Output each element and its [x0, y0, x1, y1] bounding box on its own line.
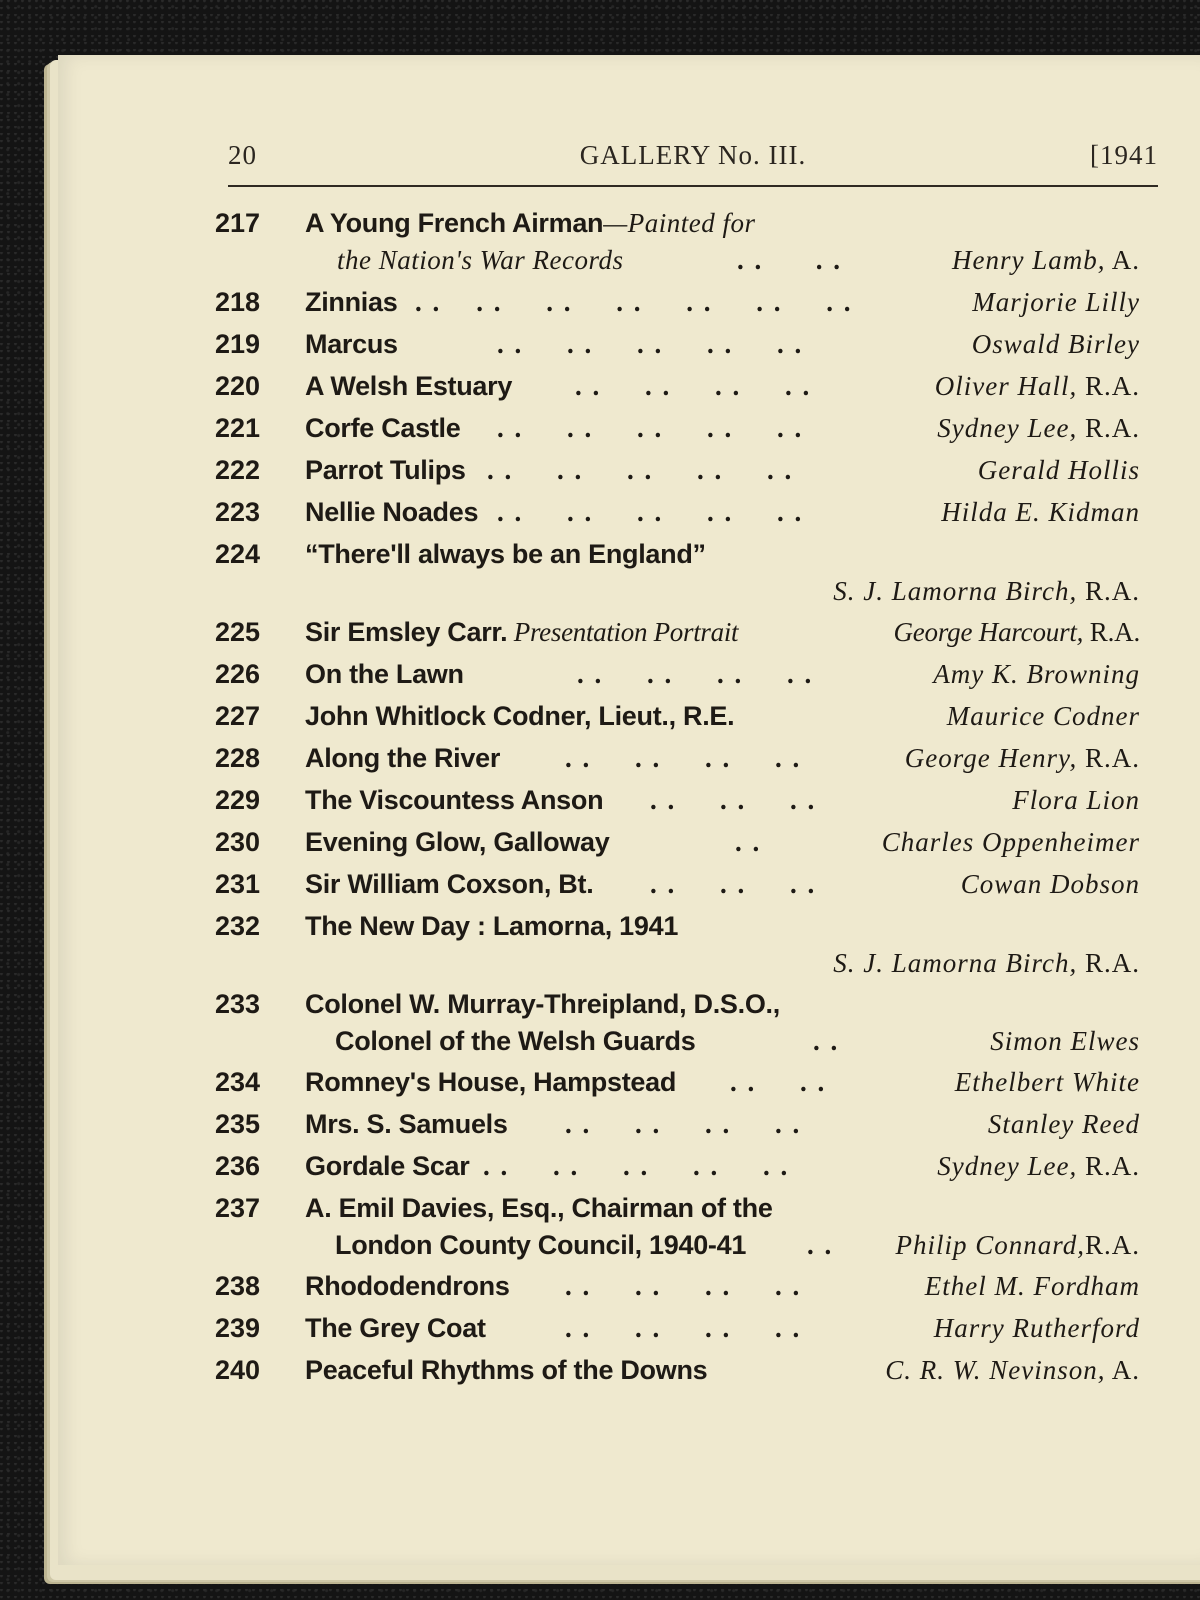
- entry-title: [305, 208, 755, 239]
- entry-number: 224: [215, 539, 261, 569]
- entry-title: On the Lawn: [305, 659, 464, 689]
- entry-title: A. Emil Davies, Esq., Chairman of the: [305, 1193, 773, 1223]
- artist-name: Ethel M. Fordham: [924, 1271, 1140, 1301]
- dot-leader: . . . . . . . .: [565, 1271, 802, 1301]
- entry-artist: [972, 287, 1140, 318]
- entry-number: 227: [215, 701, 261, 731]
- header-rule: [228, 185, 1158, 187]
- artist-name: Maurice Codner: [946, 701, 1140, 731]
- artist-name: Hilda E. Kidman: [941, 497, 1140, 527]
- entry-number: 226: [215, 659, 261, 689]
- entry-number: 236: [215, 1151, 261, 1181]
- entry-number: 231: [215, 869, 261, 899]
- entry-number: 239: [215, 1313, 261, 1343]
- dot-leader: . . . . . . . . . .: [487, 455, 794, 485]
- dot-leader: . .: [735, 827, 762, 857]
- artist-honour: R.A.: [1084, 1230, 1140, 1260]
- catalogue-entry: [215, 743, 1160, 783]
- dot-leader: . . . . . .: [650, 869, 817, 899]
- artist-name: Oliver Hall,: [934, 371, 1078, 401]
- entry-title-suffix: Presentation Portrait: [507, 617, 739, 647]
- entry-title: The New Day : Lamorna, 1941: [305, 911, 679, 941]
- catalogue-entry: [215, 785, 1160, 825]
- dot-leader: . . . . . . . .: [577, 659, 814, 689]
- artist-name: Charles Oppenheimer: [881, 827, 1140, 857]
- artist-name: George Henry,: [904, 743, 1078, 773]
- dot-leader: . . . . . . . . . .: [497, 329, 804, 359]
- catalogue-entry: [215, 989, 1160, 1029]
- entry-number: 220: [215, 371, 261, 401]
- entry-title: A Welsh Estuary: [305, 371, 513, 401]
- entry-artist: [990, 1026, 1140, 1057]
- dot-leader: . . . . . . . . . .: [483, 1151, 790, 1181]
- entry-title-text: Sir Emsley Carr.: [305, 617, 508, 647]
- catalogue-entry-continued: [215, 1026, 1160, 1066]
- entry-title: Peaceful Rhythms of the Downs: [305, 1355, 708, 1385]
- entry-artist: [885, 1355, 1140, 1386]
- entry-number: 232: [215, 911, 261, 941]
- entry-title: Along the River: [305, 743, 501, 773]
- artist-honour: A.: [1105, 1355, 1140, 1385]
- entry-title: Gordale Scar: [305, 1151, 470, 1181]
- dot-leader: . .: [813, 1026, 840, 1056]
- artist-honour: A.: [1105, 245, 1140, 275]
- entry-number: 225: [215, 617, 261, 647]
- entry-number: 217: [215, 208, 261, 238]
- entry-artist: [937, 1151, 1140, 1182]
- entry-artist: [833, 576, 1140, 607]
- entry-title: “There'll always be an England”: [305, 539, 706, 569]
- entry-number: 229: [215, 785, 261, 815]
- artist-name: Sydney Lee,: [937, 1151, 1078, 1181]
- artist-name: Ethelbert White: [954, 1067, 1140, 1097]
- artist-name: Gerald Hollis: [977, 455, 1140, 485]
- catalogue-entry-continued: [215, 948, 1160, 988]
- catalogue-entry: [215, 617, 1160, 657]
- artist-name: Henry Lamb,: [951, 245, 1106, 275]
- entry-number: 240: [215, 1355, 261, 1385]
- artist-name: Amy K. Browning: [933, 659, 1140, 689]
- catalogue-entry: [215, 539, 1160, 579]
- artist-name: C. R. W. Nevinson,: [885, 1355, 1106, 1385]
- entry-title: Sir William Coxson, Bt.: [305, 869, 594, 899]
- dot-leader: . . . . . . . . . .: [497, 497, 804, 527]
- catalogue-entry: [215, 497, 1160, 537]
- catalogue-entry: [215, 329, 1160, 369]
- entry-title: Corfe Castle: [305, 413, 461, 443]
- entry-number: 237: [215, 1193, 261, 1223]
- catalogue-entry-continued: [215, 1230, 1160, 1270]
- artist-honour: R.A.: [1083, 617, 1140, 647]
- catalogue-entry: [215, 287, 1160, 327]
- entry-title-line2: the Nation's War Records: [337, 245, 624, 275]
- entry-number: 218: [215, 287, 261, 317]
- catalogue-entry: [215, 1151, 1160, 1191]
- catalogue-entry-continued: [215, 245, 1160, 285]
- entry-artist: [952, 245, 1140, 276]
- entry-title-line2: Colonel of the Welsh Guards: [335, 1026, 696, 1056]
- entry-artist: [972, 329, 1140, 360]
- dot-leader: . . . . . . . .: [565, 1313, 802, 1343]
- catalogue-entry: [215, 455, 1160, 495]
- catalogue-year: [1941: [1090, 140, 1158, 170]
- catalogue-entry: [215, 1313, 1160, 1353]
- entry-artist: [833, 948, 1140, 979]
- entry-number: 228: [215, 743, 261, 773]
- entry-number: 238: [215, 1271, 261, 1301]
- page-header: [228, 140, 1158, 180]
- entry-artist: [988, 1109, 1140, 1140]
- artist-honour: R.A.: [1077, 743, 1140, 773]
- artist-name: George Harcourt,: [893, 617, 1084, 647]
- catalogue-entry: [215, 1271, 1160, 1311]
- entry-title: Mrs. S. Samuels: [305, 1109, 508, 1139]
- dot-leader: . . . .: [730, 1067, 827, 1097]
- entry-title: The Viscountess Anson: [305, 785, 604, 815]
- entry-number: 221: [215, 413, 261, 443]
- entry-artist: [895, 1230, 1140, 1261]
- catalogue-entry: [215, 208, 1160, 248]
- catalogue-entry: [215, 1355, 1160, 1395]
- entry-artist: [882, 827, 1140, 858]
- entry-title: Parrot Tulips: [305, 455, 466, 485]
- artist-name: Stanley Reed: [987, 1109, 1140, 1139]
- entry-number: 230: [215, 827, 261, 857]
- artist-honour: R.A.: [1077, 948, 1140, 978]
- catalogue-entry: [215, 1109, 1160, 1149]
- entry-artist: [937, 413, 1140, 444]
- entry-title: Rhododendrons: [305, 1271, 510, 1301]
- artist-name: Cowan Dobson: [960, 869, 1140, 899]
- entry-artist: [905, 743, 1140, 774]
- entry-artist: [893, 617, 1140, 648]
- dot-leader: . .: [807, 1230, 834, 1260]
- artist-name: S. J. Lamorna Birch,: [833, 948, 1078, 978]
- artist-honour: R.A.: [1077, 576, 1140, 606]
- dot-leader: . . . . . .: [650, 785, 817, 815]
- artist-name: Flora Lion: [1012, 785, 1140, 815]
- catalogue-entry: [215, 371, 1160, 411]
- artist-name: S. J. Lamorna Birch,: [833, 576, 1078, 606]
- catalogue-entry: [215, 659, 1160, 699]
- entry-number: 233: [215, 989, 261, 1019]
- catalogue-entry: [215, 911, 1160, 951]
- entry-artist: [934, 1313, 1140, 1344]
- entry-title: The Grey Coat: [305, 1313, 486, 1343]
- entry-title: Evening Glow, Galloway: [305, 827, 610, 857]
- catalogue-entry: [215, 869, 1160, 909]
- artist-honour: R.A.: [1077, 1151, 1140, 1181]
- entry-number: 219: [215, 329, 261, 359]
- entry-title: [305, 617, 738, 648]
- artist-name: Harry Rutherford: [933, 1313, 1140, 1343]
- entry-number: 235: [215, 1109, 261, 1139]
- dot-leader: . . . . . . . .: [565, 743, 802, 773]
- artist-name: Oswald Birley: [971, 329, 1140, 359]
- entry-number: 222: [215, 455, 261, 485]
- entry-artist: [941, 497, 1140, 528]
- entry-title: John Whitlock Codner, Lieut., R.E.: [305, 701, 735, 731]
- entry-artist: [935, 371, 1140, 402]
- dot-leader: . . . .: [737, 245, 842, 275]
- entry-artist: [961, 869, 1140, 900]
- artist-honour: R.A.: [1077, 371, 1140, 401]
- entry-title: Colonel W. Murray-Threipland, D.S.O.,: [305, 989, 780, 1019]
- catalogue-entry: [215, 1193, 1160, 1233]
- entry-title: Nellie Noades: [305, 497, 479, 527]
- catalogue-entry: [215, 1067, 1160, 1107]
- artist-name: Philip Connard,: [895, 1230, 1085, 1260]
- entry-artist: [947, 701, 1140, 732]
- entry-title: Zinnias: [305, 287, 398, 317]
- catalogue-entry: [215, 827, 1160, 867]
- dot-leader: . . . . . . . . . .: [497, 413, 804, 443]
- entry-title-suffix: —Painted for: [603, 208, 756, 238]
- catalogue-entry-continued: [215, 576, 1160, 616]
- page-number: 20: [228, 140, 257, 170]
- dot-leader: . . . . . . . . . . . . . .: [415, 287, 853, 317]
- dot-leader: . . . . . . . .: [575, 371, 812, 401]
- entry-artist: [925, 1271, 1140, 1302]
- artist-honour: R.A.: [1077, 413, 1140, 443]
- artist-name: Simon Elwes: [990, 1026, 1140, 1056]
- entry-title: Romney's House, Hampstead: [305, 1067, 677, 1097]
- entry-title-line2: London County Council, 1940-41: [335, 1230, 747, 1260]
- entry-artist: [955, 1067, 1140, 1098]
- artist-name: Sydney Lee,: [937, 413, 1078, 443]
- entry-artist: [978, 455, 1140, 486]
- entry-artist: [933, 659, 1140, 690]
- dot-leader: . . . . . . . .: [565, 1109, 802, 1139]
- artist-name: Marjorie Lilly: [972, 287, 1140, 317]
- entry-number: 234: [215, 1067, 261, 1097]
- catalogue-entry: [215, 413, 1160, 453]
- entry-title-text: A Young French Airman: [305, 208, 604, 238]
- catalogue-entry: [215, 701, 1160, 741]
- entry-title: Marcus: [305, 329, 398, 359]
- gallery-title: GALLERY No. III.: [579, 140, 807, 170]
- entry-number: 223: [215, 497, 261, 527]
- entry-artist: [1012, 785, 1140, 816]
